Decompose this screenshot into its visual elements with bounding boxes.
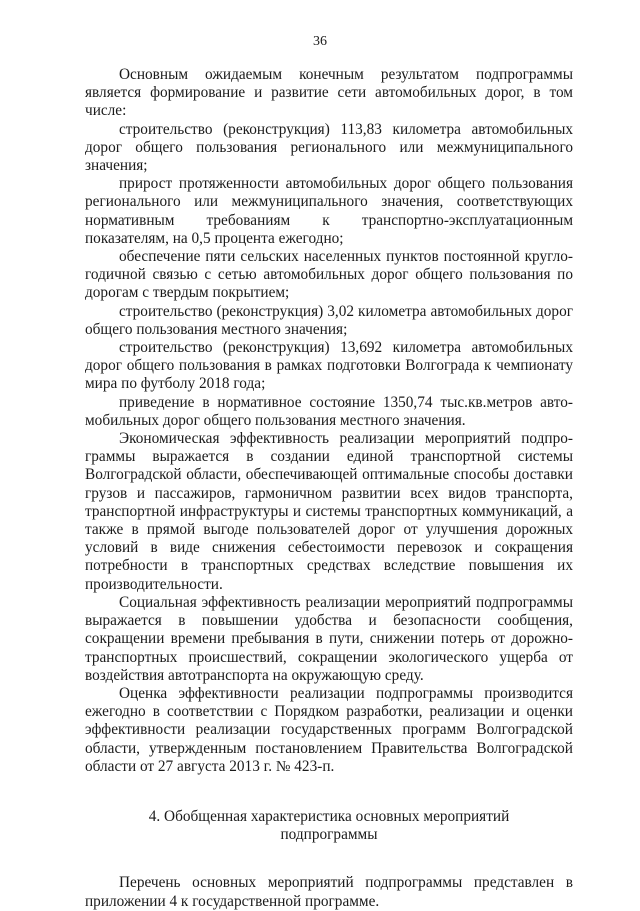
paragraph-activities-list: Перечень основных мероприятий подпрограммы представлен в приложении 4 к государственной программе.	[85, 874, 573, 910]
section-heading-line-1: 4. Обобщенная характеристика основных мероприятий	[148, 807, 510, 825]
paragraph-length-increase: прирост протяженности автомобильных дорог общего пользования регионального или межмуниципального значения, соответствующих нормативным требованиям к транспортно-эксплуатационным показателям, на 0,5 процента ежегодно;	[85, 175, 573, 247]
paragraph-rural-settlements: обеспечение пяти сельских населенных пунктов постоянной кругло-годичной связью с сетью автомобильных дорог общего пользования по дорогам с твердым покрытием;	[85, 248, 573, 302]
paragraph-construction-world-cup: строительство (реконструкция) 13,692 километра автомобильных дорог общего пользования в рамках подготовки Волгограда к чемпионату мира по футболу 2018 года;	[85, 339, 573, 393]
paragraph-efficiency-evaluation: Оценка эффективности реализации подпрограммы производится ежегодно в соответствии с Порядком разработки, реализации и оценки эффективности реализации государственных программ Волгоградской области, утвержденным постановлением Правительства Волгоградской области от 27 августа 2013 г. № 423-п.	[85, 684, 573, 775]
paragraph-social-efficiency: Социальная эффективность реализации мероприятий подпрограммы выражается в повышении удобства и безопасности сообщения, сокращении времени пребывания в пути, снижении потерь от дорожно-транспортных происшествий, сокращении экологического ущерба от воздействия автотранспорта на окружающую среду.	[85, 593, 573, 684]
page-number: 36	[313, 34, 327, 49]
section-heading	[85, 808, 573, 844]
paragraph-construction-local: строительство (реконструкция) 3,02 километра автомобильных дорог общего пользования местного значения;	[85, 302, 573, 338]
page-body	[85, 66, 573, 911]
paragraph-normative-state: приведение в нормативное состояние 1350,74 тыс.кв.метров авто-мобильных дорог общего пользования местного значения.	[85, 393, 573, 429]
section-heading-line-2: подпрограммы	[280, 826, 378, 844]
paragraph-construction-regional: строительство (реконструкция) 113,83 километра автомобильных дорог общего пользования регионального или межмуниципального значения;	[85, 120, 573, 175]
paragraph-expected-result: Основным ожидаемым конечным результатом подпрограммы является формирование и развитие сети автомобильных дорог, в том числе:	[85, 66, 573, 120]
paragraph-economic-efficiency: Экономическая эффективность реализации мероприятий подпро-граммы выражается в создании единой транспортной системы Волгоградской области, обеспечивающей оптимальные способы доставки грузов и пассажиров, гармоничном развитии всех видов транспорта, транспортной инфраструктуры и системы транспортных коммуникаций, а также в прямой выгоде пользователей дорог от улучшения дорожных условий в виде снижения себестоимости перевозок и сокращения потребности в транспортных средствах вследствие повышения их производительности.	[85, 430, 573, 593]
